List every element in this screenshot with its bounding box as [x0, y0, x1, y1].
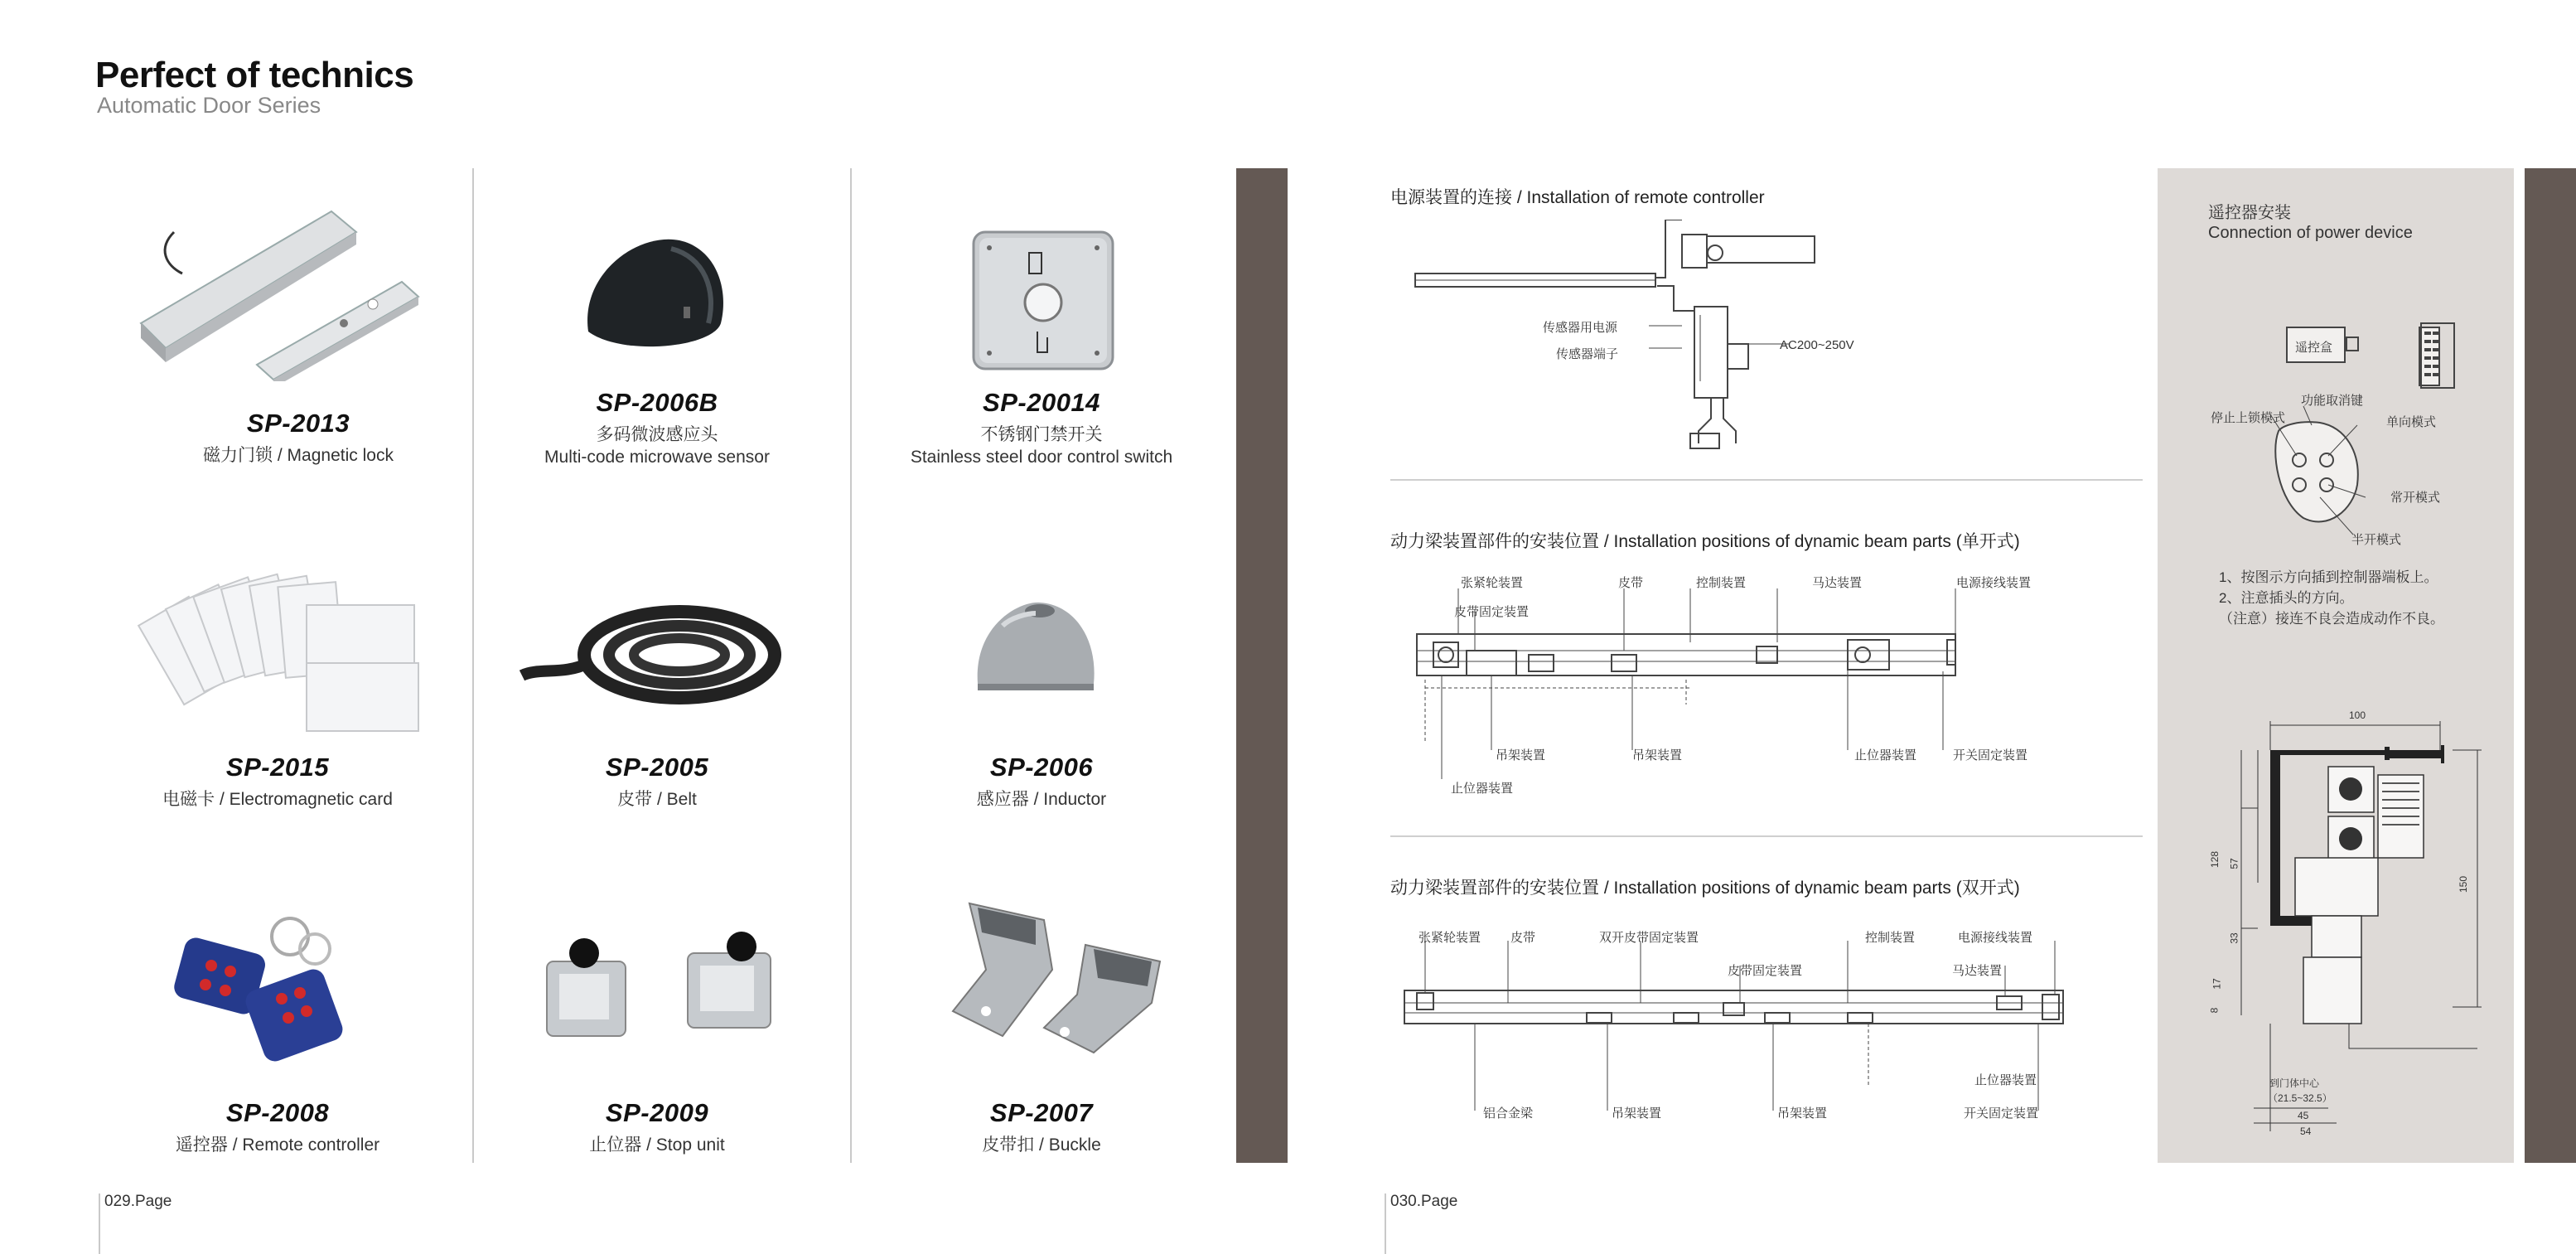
product-name-cn: 不锈钢门禁开关 [980, 425, 1103, 444]
column-divider [472, 168, 474, 1163]
page-number-left: 029.Page [104, 1193, 172, 1210]
label-open-mode: 常开模式 [2390, 491, 2441, 505]
product-code: SP-2006 [989, 753, 1094, 782]
label-stopper: 止位器装置 [1854, 748, 1917, 763]
label-sensor-power: 传感器用电源 [1543, 321, 1618, 335]
label-belt: 皮带 [1510, 931, 1536, 945]
product-sp-2006b [483, 388, 831, 467]
side-title-cn: 遥控器安装 [2208, 204, 2291, 222]
product-sp-20014 [868, 388, 1216, 467]
page-title: Perfect of technics [95, 55, 414, 95]
label-hanger: 吊架装置 [1496, 748, 1546, 763]
section-title-remote: 电源装置的连接 / Installation of remote controller [1390, 188, 1765, 207]
section-title-single: 动力梁装置部件的安装位置 / Installation positions of dynamic beam parts (单开式) [1390, 532, 2020, 551]
label-double-belt-fix: 双开皮带固定装置 [1599, 931, 1699, 945]
product-code: SP-2009 [605, 1098, 709, 1127]
label-motor: 马达装置 [1812, 576, 1863, 590]
label-sensor-terminal: 传感器端子 [1556, 347, 1619, 361]
cross-section-diagram [2204, 709, 2494, 1148]
decorative-bar [1236, 168, 1288, 1163]
microwave-sensor-image [572, 224, 737, 361]
product-name: Stainless steel door control switch [910, 448, 1173, 467]
dim-8: 8 [2208, 1007, 2221, 1014]
section-divider [1390, 479, 2143, 481]
dim-57: 57 [2228, 858, 2240, 869]
product-code: SP-2006B [596, 388, 718, 417]
product-name: 止位器 / Stop unit [589, 1135, 725, 1155]
product-sp-2013 [124, 409, 472, 467]
label-power-connection: 电源接线装置 [1958, 931, 2033, 945]
dim-54: 54 [2300, 1126, 2312, 1137]
page-subtitle: Automatic Door Series [97, 93, 321, 118]
label-belt: 皮带 [1618, 576, 1644, 590]
label-switch-fix: 开关固定装置 [1953, 748, 2028, 763]
label-half-open-mode: 半开模式 [2351, 533, 2402, 547]
section-divider [1390, 835, 2143, 837]
power-connection-diagram [1409, 220, 1839, 460]
door-switch-image [969, 228, 1119, 373]
label-aluminum-beam: 铝合金梁 [1483, 1106, 1534, 1121]
label-stopper: 止位器装置 [1974, 1073, 2037, 1087]
remote-box-diagram [2204, 319, 2494, 559]
product-sp-2015 [104, 753, 452, 811]
magnetic-lock-image [124, 199, 431, 381]
label-stopper: 止位器装置 [1451, 782, 1514, 796]
product-name: 遥控器 / Remote controller [175, 1135, 380, 1155]
side-title-en: Connection of power device [2208, 224, 2413, 242]
label-voltage: AC200~250V [1780, 338, 1854, 352]
note-line: 1、按图示方向插到控制器端板上。 [2219, 569, 2438, 585]
label-hanger: 吊架装置 [1777, 1106, 1828, 1121]
product-name: Multi-code microwave sensor [544, 448, 770, 467]
product-name-cn: 多码微波感应头 [596, 425, 718, 444]
label-cancel-key: 功能取消键 [2301, 394, 2364, 408]
dim-door-center: 到门体中心 [2269, 1077, 2320, 1089]
dim-150: 150 [2458, 875, 2470, 893]
label-tensioner: 张紧轮装置 [1418, 931, 1481, 945]
label-stop-lock-mode: 停止上锁模式 [2211, 411, 2286, 425]
dim-128: 128 [2209, 850, 2221, 869]
label-belt-fix: 皮带固定装置 [1728, 964, 1803, 978]
label-single-mode: 单向模式 [2386, 415, 2437, 429]
product-code: SP-2005 [605, 753, 709, 782]
belt-image [514, 584, 795, 717]
product-code: SP-2013 [246, 409, 350, 438]
note-line: 2、注意插头的方向。 [2219, 590, 2354, 606]
product-sp-2006 [868, 753, 1216, 811]
product-code: SP-2015 [225, 753, 330, 782]
section-title-double: 动力梁装置部件的安装位置 / Installation positions of dynamic beam parts (双开式) [1390, 879, 2020, 898]
decorative-bar [2525, 168, 2576, 1163]
product-code: SP-20014 [983, 388, 1100, 417]
dim-45: 45 [2298, 1110, 2309, 1121]
label-power-connection: 电源接线装置 [1956, 576, 2032, 590]
dim-range: （21.5~32.5） [2268, 1092, 2332, 1104]
label-belt-fix: 皮带固定装置 [1454, 605, 1530, 619]
dim-100: 100 [2349, 709, 2366, 721]
note-line: （注意）接连不良会造成动作不良。 [2219, 611, 2444, 627]
remote-controller-image [166, 912, 373, 1069]
product-sp-2007 [868, 1098, 1216, 1156]
page-divider [1385, 1193, 1386, 1254]
label-controller: 控制装置 [1865, 931, 1916, 945]
product-name: 电磁卡 / Electromagnetic card [162, 790, 393, 809]
product-code: SP-2008 [225, 1098, 330, 1127]
label-switch-fix: 开关固定装置 [1964, 1106, 2039, 1121]
dim-17: 17 [2211, 978, 2223, 990]
label-hanger: 吊架装置 [1632, 748, 1683, 763]
product-sp-2009 [483, 1098, 831, 1156]
label-tensioner: 张紧轮装置 [1461, 576, 1524, 590]
column-divider [850, 168, 852, 1163]
label-motor: 马达装置 [1952, 964, 2003, 978]
dim-33: 33 [2228, 932, 2240, 944]
label-controller: 控制装置 [1696, 576, 1747, 590]
buckle-image [920, 895, 1177, 1069]
double-beam-diagram [1400, 920, 2071, 1127]
product-sp-2008 [104, 1098, 452, 1156]
page-divider [99, 1193, 100, 1254]
card-stack-image [133, 572, 431, 738]
product-name: 磁力门锁 / Magnetic lock [203, 446, 394, 465]
label-remote-box: 遥控盒 [2295, 341, 2333, 355]
product-name: 皮带扣 / Buckle [982, 1135, 1101, 1155]
product-sp-2005 [483, 753, 831, 811]
page-number-right: 030.Page [1390, 1193, 1458, 1210]
product-name: 皮带 / Belt [617, 790, 697, 809]
installation-notes [2219, 567, 2444, 629]
product-name: 感应器 / Inductor [976, 790, 1107, 809]
inductor-image [969, 593, 1102, 700]
stop-unit-image [530, 928, 795, 1053]
label-hanger: 吊架装置 [1612, 1106, 1662, 1121]
product-code: SP-2007 [989, 1098, 1094, 1127]
